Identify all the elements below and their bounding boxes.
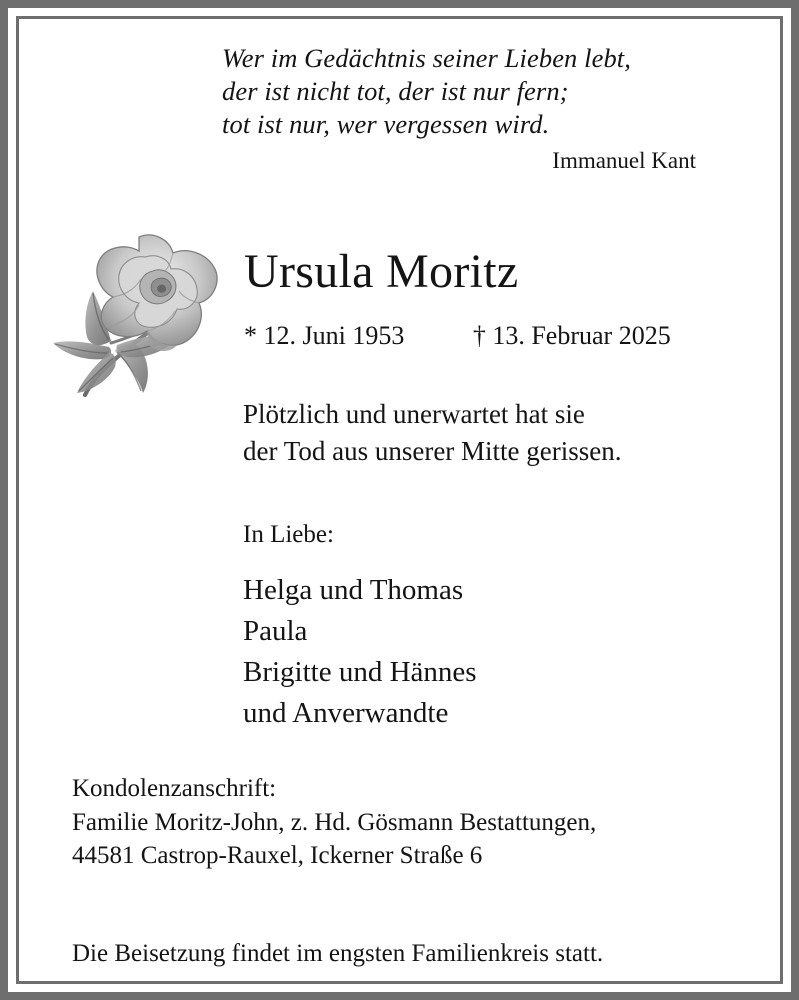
frame-inner-rule [16, 16, 783, 984]
mourner-name: und Anverwandte [243, 697, 449, 729]
funeral-note: Die Beisetzung findet im engsten Familienkreis statt. [72, 940, 604, 967]
mourner-name: Paula [243, 615, 308, 647]
death-date: † 13. Februar 2025 [472, 321, 671, 350]
life-dates [244, 319, 744, 353]
condolence-address [72, 772, 762, 873]
quote-line-1: Wer im Gedächtnis seiner Lieben lebt, [222, 43, 631, 73]
mourners-intro: In Liebe: [243, 521, 334, 548]
message-block [243, 396, 763, 470]
mourner-name: Brigitte und Hännes [243, 656, 477, 688]
mourners-list [243, 570, 713, 734]
mourner-name: Helga und Thomas [243, 574, 464, 606]
condolence-label: Kondolenzanschrift: [72, 775, 277, 802]
rose-icon [43, 203, 235, 399]
condolence-line-2: 44581 Castrop-Rauxel, Ickerner Straße 6 [72, 842, 483, 869]
notice-sheet [19, 19, 780, 981]
quote-author: Immanuel Kant [552, 148, 696, 173]
deceased-name: Ursula Moritz [244, 245, 519, 298]
birth-date: * 12. Juni 1953 [244, 321, 405, 350]
quote-block [222, 42, 732, 175]
quote-line-3: tot ist nur, wer vergessen wird. [222, 109, 550, 139]
message-line-1: Plötzlich und unerwartet hat sie [243, 399, 585, 429]
frame-gap [8, 8, 791, 992]
condolence-line-1: Familie Moritz-John, z. Hd. Gösmann Bestattungen, [72, 808, 597, 836]
message-line-2: der Tod aus unserer Mitte gerissen. [243, 436, 622, 466]
quote-line-2: der ist nicht tot, der ist nur fern; [222, 76, 569, 106]
